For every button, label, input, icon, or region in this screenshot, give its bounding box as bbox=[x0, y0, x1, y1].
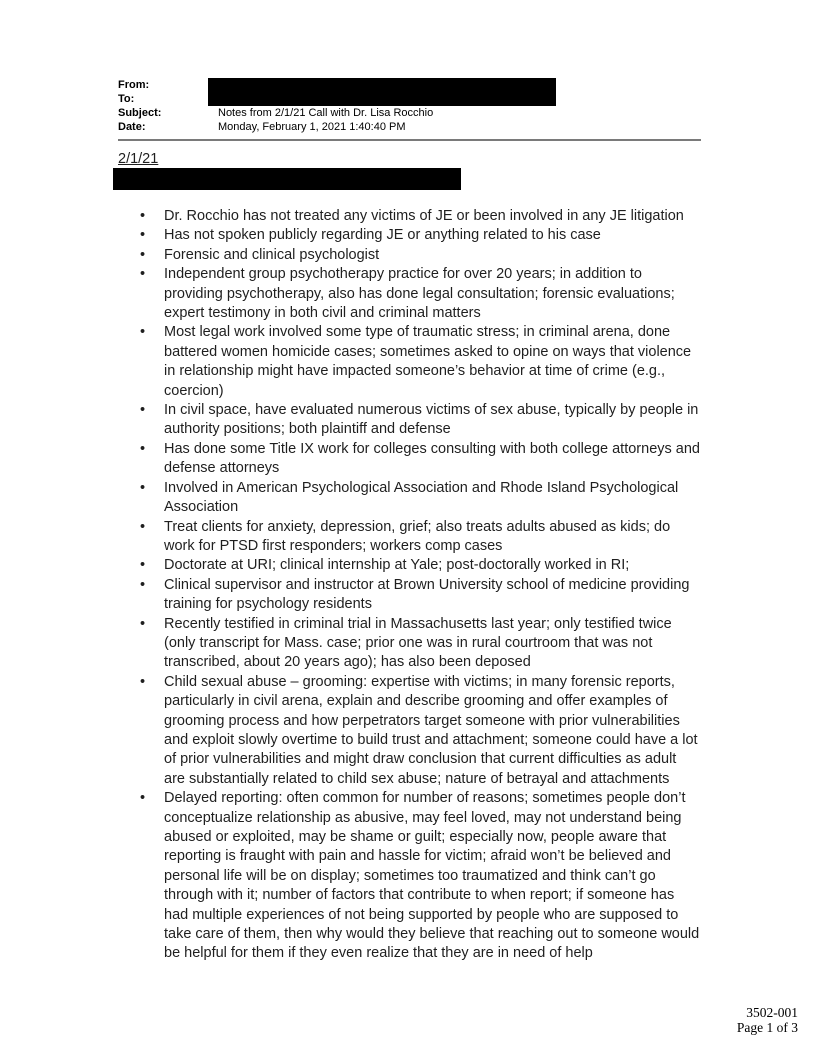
bullet-item bbox=[118, 323, 702, 401]
redaction-bar-to bbox=[208, 92, 556, 106]
from-label: From: bbox=[118, 79, 150, 91]
bullet-text: Involved in American Psychological Association and Rhode Island Psychological Association bbox=[164, 479, 679, 516]
bullet-icon: • bbox=[140, 673, 146, 690]
header-divider bbox=[118, 139, 701, 141]
header-row-date bbox=[118, 120, 702, 134]
bullet-text: Treat clients for anxiety, depression, grief; also treats adults abused as kids; do work for PTSD first responders; workers comp cases bbox=[164, 518, 671, 554]
bullet-item bbox=[118, 207, 702, 226]
bullet-text: Independent group psychotherapy practice for over 20 years; in addition to providing psychotherapy, also has done legal consultation; forensic evaluations; expert testimony in both civil and criminal matters bbox=[164, 266, 675, 322]
date-heading: 2/1/21 bbox=[118, 151, 159, 167]
header-row-subject bbox=[118, 106, 702, 120]
bullet-text: Forensic and clinical psychologist bbox=[164, 246, 380, 263]
bullet-text: Doctorate at URI; clinical internship at Yale; post-doctorally worked in RI; bbox=[164, 557, 630, 574]
date-label: Date: bbox=[118, 121, 146, 133]
bates-number: 3502-001 bbox=[746, 1005, 798, 1020]
date-value: Monday, February 1, 2021 1:40:40 PM bbox=[218, 121, 406, 133]
email-header bbox=[118, 78, 702, 134]
bullet-item bbox=[118, 479, 702, 518]
bullet-item bbox=[118, 518, 702, 557]
redaction-bar-from bbox=[208, 78, 556, 92]
bullet-list bbox=[118, 207, 702, 964]
bullet-icon: • bbox=[140, 208, 146, 224]
bullet-icon: • bbox=[140, 324, 146, 341]
bullet-text: Most legal work involved some type of traumatic stress; in criminal arena, done battered women homicide cases; sometimes asked to opine on ways that violence in relationship might have impacted someone’s behavior at time of crime (e.g., coercion) bbox=[164, 324, 692, 399]
header-row-to bbox=[118, 92, 702, 106]
bullet-text: Delayed reporting: often common for number of reasons; sometimes people don’t conceptualize relationship as abusive, may feel loved, may not understand being abused or exploited, may be shame or guilt; especially now, people aware that reporting is fraught with pain and hassle for victim; afraid won’t be believed and personal life will be on display; sometimes too traumatized and think can’t go through with it; number of factors that contribute to when report; if someone has had multiple experiences of not being supported by people who are supposed to take care of them, then why would they believe that reaching out to someone would be helpful for them if they even realize that they are in need of help bbox=[164, 790, 700, 962]
bullet-icon: • bbox=[140, 227, 146, 244]
bullet-item bbox=[118, 789, 702, 964]
bullet-text: Dr. Rocchio has not treated any victims of JE or been involved in any JE litigation bbox=[164, 208, 684, 224]
bullet-text: Has done some Title IX work for colleges consulting with both college attorneys and defense attorneys bbox=[164, 440, 700, 477]
bullet-item bbox=[118, 246, 702, 265]
bullet-item bbox=[118, 556, 702, 575]
bullet-icon: • bbox=[140, 440, 146, 457]
subject-value: Notes from 2/1/21 Call with Dr. Lisa Rocchio bbox=[218, 107, 434, 119]
bullet-text: Recently testified in criminal trial in Massachusetts last year; only testified twice (only transcript for Mass. case; prior one was in rural courtroom that was not transcribed, about 20 years ago); has also been deposed bbox=[164, 615, 672, 671]
bullet-text: Has not spoken publicly regarding JE or anything related to his case bbox=[164, 227, 601, 244]
subject-label: Subject: bbox=[118, 107, 162, 119]
page-number: Page 1 of 3 bbox=[736, 1019, 798, 1035]
bullet-item bbox=[118, 226, 702, 245]
bullet-icon: • bbox=[140, 790, 146, 807]
bullet-icon: • bbox=[140, 266, 146, 283]
bullet-icon: • bbox=[140, 557, 146, 574]
bullet-item bbox=[118, 576, 702, 615]
to-label: To: bbox=[118, 93, 135, 105]
bullet-item bbox=[118, 615, 702, 673]
bullet-text: In civil space, have evaluated numerous victims of sex abuse, typically by people in authority positions; both plaintiff and defense bbox=[164, 402, 699, 438]
bullet-icon: • bbox=[140, 246, 146, 263]
bullet-item bbox=[118, 673, 702, 789]
page-footer bbox=[737, 1006, 798, 1035]
bullet-item bbox=[118, 401, 702, 440]
bullet-item bbox=[118, 265, 702, 323]
bullet-icon: • bbox=[140, 615, 146, 632]
bullet-text: Clinical supervisor and instructor at Brown University school of medicine providing training for psychology residents bbox=[164, 576, 690, 613]
header-row-from bbox=[118, 78, 702, 92]
bullet-icon: • bbox=[140, 576, 146, 593]
bullet-item bbox=[118, 440, 702, 479]
bullet-icon: • bbox=[140, 518, 146, 535]
redaction-bar-body bbox=[113, 168, 461, 190]
bullet-icon: • bbox=[140, 479, 146, 496]
bullet-icon: • bbox=[140, 402, 146, 419]
bullet-text: Child sexual abuse – grooming: expertise with victims; in many forensic reports, particularly in civil arena, explain and describe grooming and offer examples of grooming process and how perpetrators target someone with prior vulnerabilities and exploit slowly overtime to build trust and attachment; someone could have a lot of prior vulnerabilities and might draw conclusion that current difficulties as adult are substantially related to child sex abuse; nature of betrayal and attachments bbox=[164, 673, 698, 787]
